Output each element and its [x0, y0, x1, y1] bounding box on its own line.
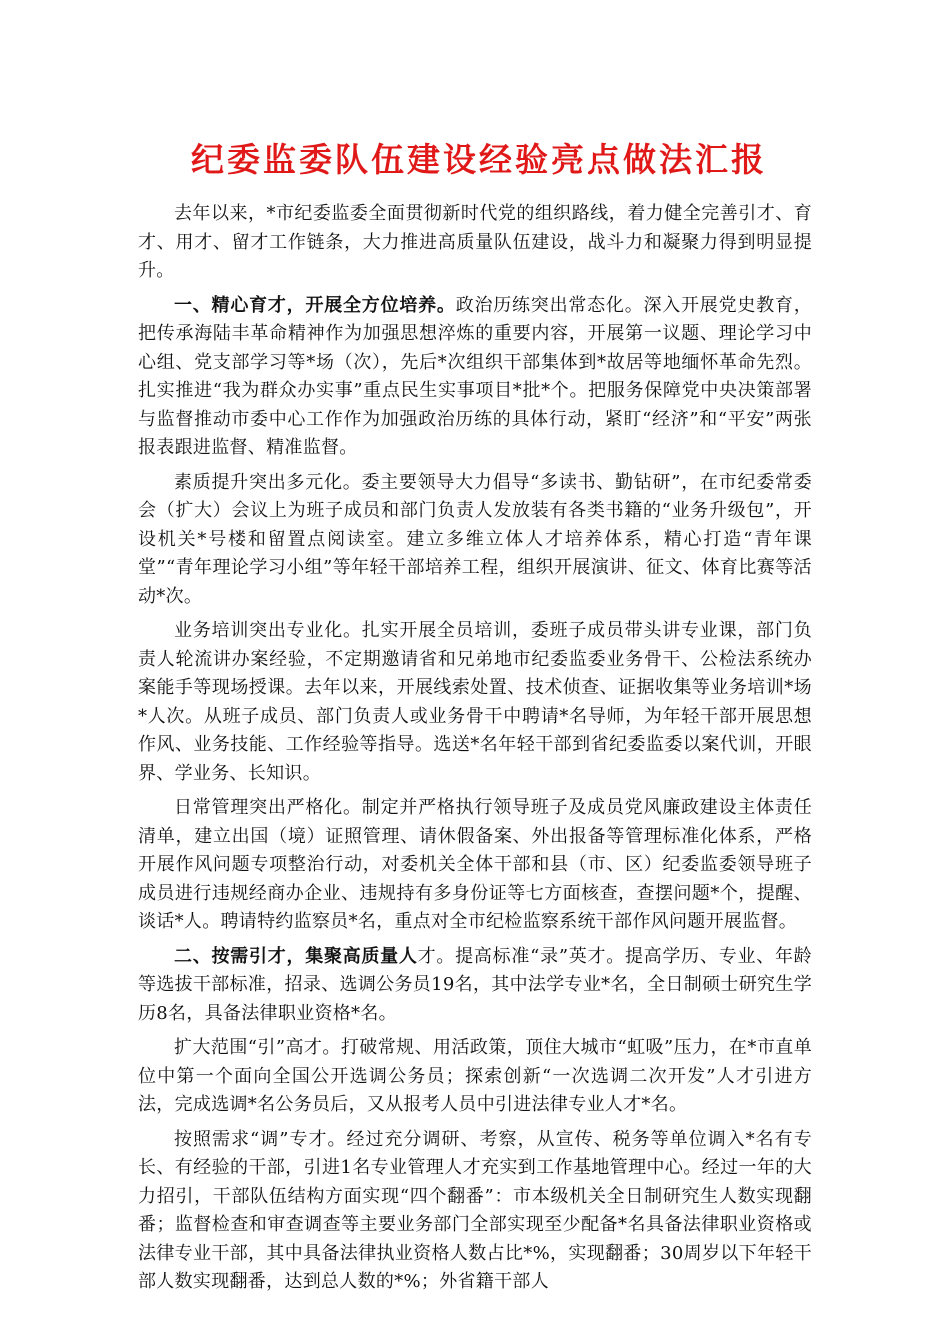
- paragraph-text: 日常管理突出严格化。制定并严格执行领导班子及成员党风廉政建设主体责任清单，建立出国（境）证照管理、请休假备案、外出报备等管理标准化体系，严格开展作风问题专项整治行动，对委机关全体干部和县（市、区）纪委监委领导班子成员进行违规经商办企业、违规持有多身份证等七方面核查，查摆问题*个，提醒、谈话*人。聘请特约监察员*名，重点对全市纪检监察系统干部作风问题开展监督。: [138, 797, 812, 932]
- paragraph-training: [138, 617, 812, 788]
- section-heading-2: 二、按需引才，集聚高质量人: [174, 945, 418, 967]
- section-heading-1: 一、精心育才，开展全方位培养。: [174, 294, 456, 316]
- paragraph-intro: [138, 200, 812, 286]
- paragraph-text: 才。提高标准“录”英才。提高学历、专业、年龄等选拔干部标准，招录、选调公务员19名，其中法学专业*名，全日制硕士研究生学历8名，具备法律职业资格*名。: [138, 945, 812, 1024]
- paragraph-text: 业务培训突出专业化。扎实开展全员培训，委班子成员带头讲专业课，部门负责人轮流讲办案经验，不定期邀请省和兄弟地市纪委监委业务骨干、公检法系统办案能手等现场授课。去年以来，开展线索处置、技术侦查、证据收集等业务培训*场*人次。从班子成员、部门负责人或业务骨干中聘请*名导师，为年轻干部开展思想作风、业务技能、工作经验等指导。选送*名年轻干部到省纪委监委以案代训，开眼界、学业务、长知识。: [138, 620, 812, 784]
- paragraph-section-1: [138, 292, 812, 463]
- paragraph-text: 去年以来，*市纪委监委全面贯彻新时代党的组织路线，着力健全完善引才、育才、用才、留才工作链条，大力推进高质量队伍建设，战斗力和凝聚力得到明显提升。: [138, 203, 812, 281]
- paragraph-text: 素质提升突出多元化。委主要领导大力倡导“多读书、勤钻研”，在市纪委常委会（扩大）会议上为班子成员和部门负责人发放装有各类书籍的“业务升级包”，开设机关*号楼和留置点阅读室。建立多维立体人才培养体系，精心打造“青年课堂”“青年理论学习小组”等年轻干部培养工程，组织开展演讲、征文、体育比赛等活动*次。: [138, 471, 812, 607]
- paragraph-management: [138, 794, 812, 937]
- paragraph-transfer: [138, 1126, 812, 1297]
- paragraph-text: 政治历练突出常态化。深入开展党史教育，把传承海陆丰革命精神作为加强思想淬炼的重要内容，开展第一议题、理论学习中心组、党支部学习等*场（次），先后*次组织干部集体到*故居等地缅怀革命先烈。扎实推进“我为群众办实事”重点民生实事项目*批*个。把服务保障党中央决策部署与监督推动市委中心工作作为加强政治历练的具体行动，紧盯“经济”和“平安”两张报表跟进监督、精准监督。: [138, 294, 813, 458]
- paragraph-section-2: [138, 943, 812, 1029]
- paragraph-text: 按照需求“调”专才。经过充分调研、考察，从宣传、税务等单位调入*名有专长、有经验的干部，引进1名专业管理人才充实到工作基地管理中心。经过一年的大力招引，干部队伍结构方面实现“四个翻番”：市本级机关全日制研究生人数实现翻番；监督检查和审查调查等主要业务部门全部实现至少配备*名具备法律职业资格或法律专业干部，其中具备法律执业资格人数占比*%，实现翻番；30周岁以下年轻干部人数实现翻番，达到总人数的*%；外省籍干部人: [138, 1128, 812, 1292]
- paragraph-recruit: [138, 1034, 812, 1120]
- document-title: 纪委监委队伍建设经验亮点做法汇报: [191, 140, 767, 179]
- paragraph-quality: [138, 469, 812, 612]
- paragraph-text: 扩大范围“引”高才。打破常规、用活政策，顶住大城市“虹吸”压力，在*市直单位中第一个面向全国公开选调公务员；探索创新“一次选调二次开发”人才引进方法，完成选调*名公务员后，又从报考人员中引进法律专业人才*名。: [138, 1037, 812, 1115]
- document-page: [138, 140, 812, 1303]
